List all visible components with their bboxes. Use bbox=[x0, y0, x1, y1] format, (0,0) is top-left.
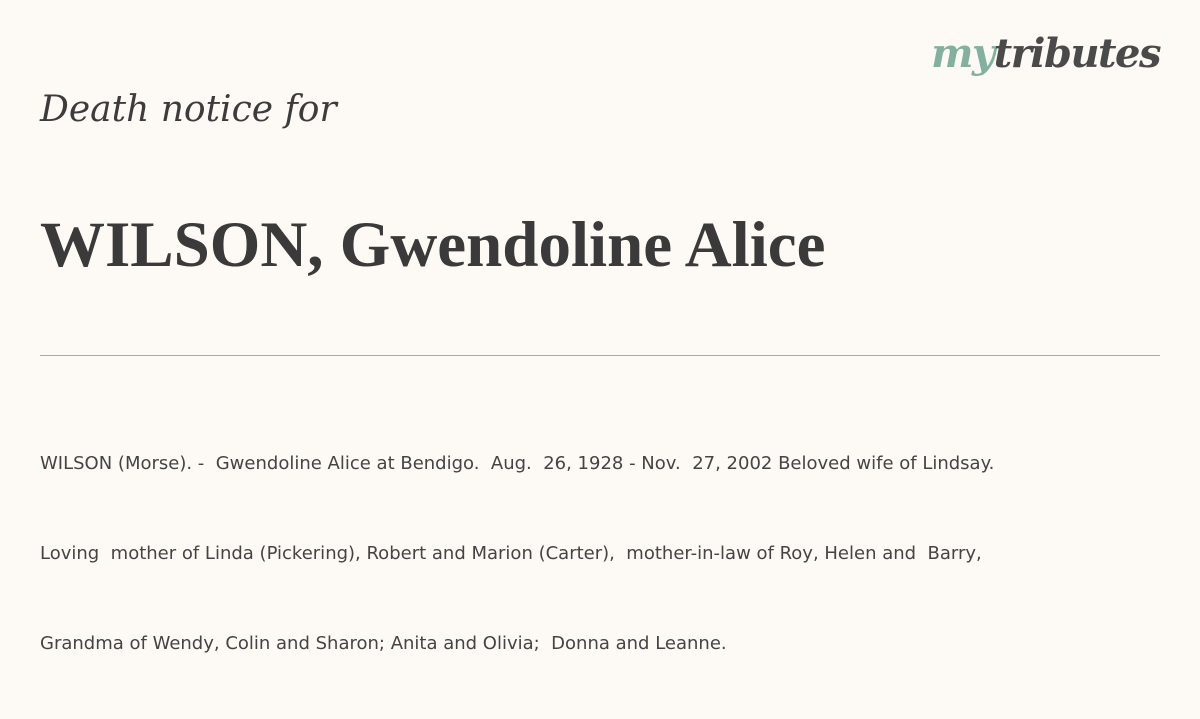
notice-line: WILSON (Morse). - Gwendoline Alice at Bendigo. Aug. 26, 1928 - Nov. 27, 2002 Beloved wife of Lindsay. bbox=[40, 453, 995, 474]
notice-line: Grandma of Wendy, Colin and Sharon; Anita and Olivia; Donna and Leanne. bbox=[40, 633, 727, 654]
notice-kicker: Death notice for bbox=[40, 89, 337, 130]
mytributes-logo[interactable] bbox=[931, 30, 1160, 77]
notice-text bbox=[40, 389, 1100, 719]
divider bbox=[40, 355, 1160, 356]
logo-tributes-text: tributes bbox=[993, 30, 1160, 77]
deceased-name: WILSON, Gwendoline Alice bbox=[40, 209, 826, 281]
notice-line: Loving mother of Linda (Pickering), Robert and Marion (Carter), mother-in-law of Roy, Helen and Barry, bbox=[40, 543, 982, 564]
logo-my-text: my bbox=[931, 30, 994, 77]
